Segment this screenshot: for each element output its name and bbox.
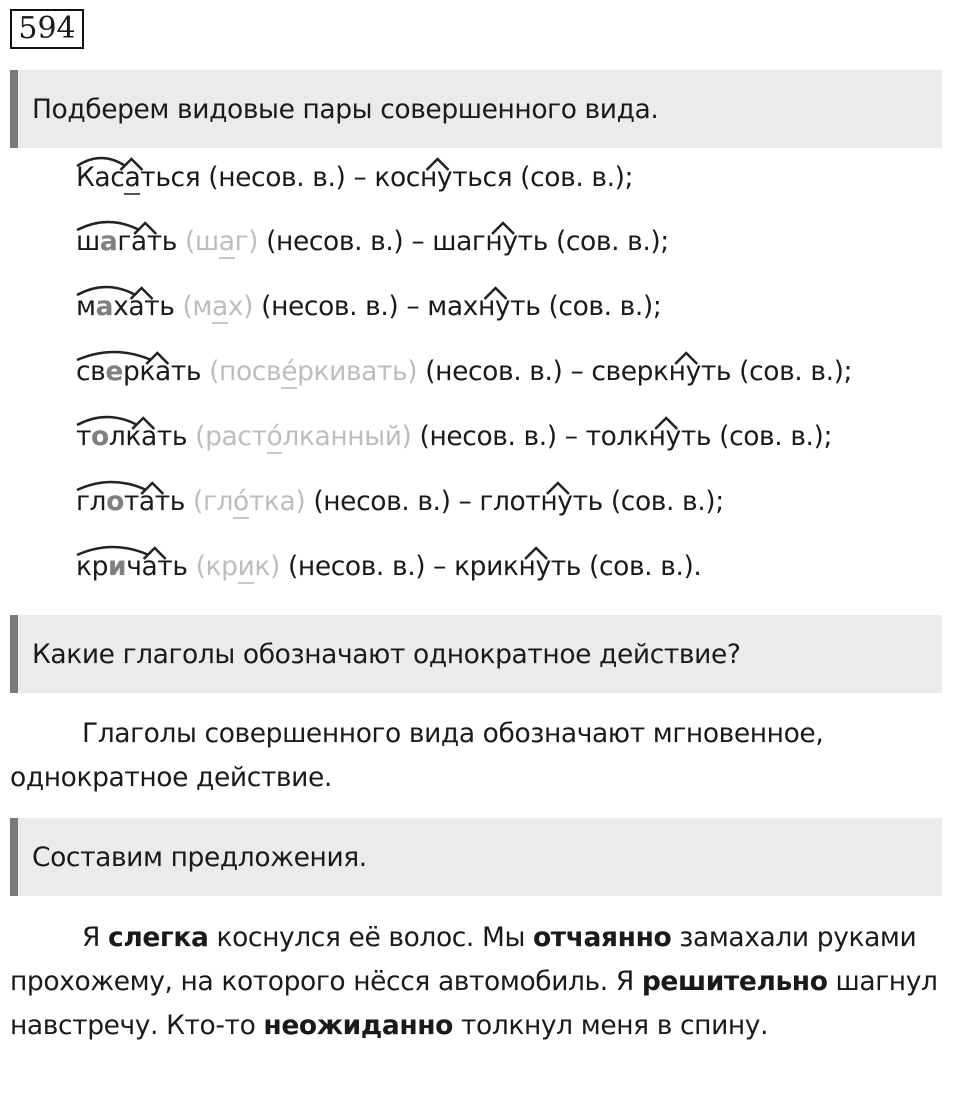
- verb-part: т: [76, 421, 92, 452]
- verb-part: ть: [572, 486, 603, 517]
- verb-pair-row: [76, 356, 852, 387]
- check-word-part: (м: [174, 291, 213, 322]
- morpheme-marks: [76, 220, 669, 260]
- morpheme-marks: [76, 480, 724, 520]
- perfective-suffix-caret: [525, 548, 547, 559]
- perfective-suffix-caret: [675, 353, 697, 364]
- verb-part: чать: [126, 551, 188, 582]
- verb-part: хать: [113, 291, 175, 322]
- emphasized-adverb: слегка: [108, 922, 209, 953]
- verb-part: с: [110, 162, 125, 193]
- emphasized-adverb: неожиданно: [263, 1010, 453, 1041]
- checked-vowel: и: [108, 551, 127, 582]
- verb-part: м: [76, 291, 96, 322]
- sentence-text: замахали руками прохожему, на которого нёсся автомобиль. Я: [10, 922, 917, 997]
- verb-part: ш: [76, 226, 100, 257]
- check-word-part: ркивать): [297, 356, 418, 387]
- task-number: 594: [10, 9, 84, 49]
- root-arc: [77, 287, 136, 295]
- verb-part: ться: [140, 162, 201, 193]
- sentences-paragraph: [10, 916, 950, 1048]
- verb-part: ться: [452, 162, 513, 193]
- verb-part: тать: [123, 486, 186, 517]
- perfective-suffix-caret: [485, 288, 507, 299]
- check-word-part: х): [227, 291, 254, 322]
- aspect-label-perfective: (сов. в.);: [711, 421, 833, 452]
- aspect-label-perfective: (сов. в.);: [512, 162, 634, 193]
- root-arc: [77, 417, 137, 425]
- verb-part: Ка: [76, 162, 111, 193]
- verb-part: св: [76, 356, 106, 387]
- aspect-label-perfective: (сов. в.);: [547, 226, 669, 257]
- suffix-nu: у: [494, 291, 511, 322]
- verb-part: лкать: [108, 421, 188, 452]
- verb-part: кр: [76, 551, 109, 582]
- pairs-header: [10, 70, 942, 148]
- answer-paragraph: [10, 712, 950, 800]
- suffix-nu: у: [557, 486, 573, 517]
- aspect-label-perfective: (сов. в.);: [731, 356, 853, 387]
- question-header-text: Какие глаголы обозначают однократное действие?: [32, 638, 741, 670]
- verb-part: ть: [510, 291, 541, 322]
- root-arc: [77, 222, 139, 230]
- verb-part: толкн: [585, 421, 666, 452]
- perfective-suffix-caret: [492, 223, 514, 234]
- check-word-part: к): [254, 551, 280, 582]
- verb-part: косн: [374, 162, 437, 193]
- check-word-part: г): [234, 226, 259, 257]
- verb-part: ть: [700, 356, 732, 387]
- aspect-label-imperfective: (несов. в.) –: [200, 162, 375, 193]
- verb-part: шагн: [432, 226, 503, 257]
- verb-part: ть: [680, 421, 712, 452]
- sentence-text: толкнул меня в спину.: [452, 1010, 769, 1041]
- answer-text: Глаголы совершенного вида обозначают мгновенное, однократное действие.: [10, 718, 824, 793]
- verb-pair-row: [76, 291, 661, 322]
- checked-vowel: о: [106, 486, 124, 517]
- checked-vowel: а: [95, 291, 114, 322]
- check-word-stressed: а: [212, 291, 228, 322]
- verb-pair-row: [76, 226, 669, 257]
- checked-vowel: о: [91, 421, 109, 452]
- aspect-label-perfective: (сов. в.);: [602, 486, 724, 517]
- morpheme-marks: [76, 156, 633, 196]
- perfective-suffix-caret: [655, 418, 677, 429]
- verb-part: ть: [517, 226, 548, 257]
- verb-part: ть: [550, 551, 582, 582]
- sentence-text: шагнул навстречу. Кто-то: [10, 966, 938, 1041]
- question-header: [10, 615, 942, 693]
- aspect-label-perfective: (сов. в.);: [540, 291, 662, 322]
- verb-pair-row: [76, 486, 724, 517]
- check-word-stressed: и: [237, 551, 255, 582]
- check-word-part: (ш: [176, 226, 219, 257]
- aspect-label-imperfective: (несов. в.) –: [305, 486, 480, 517]
- morpheme-marks: [76, 350, 852, 390]
- root-arc: [77, 547, 149, 555]
- sentences-header: [10, 818, 942, 896]
- suffix-nu: у: [502, 226, 518, 257]
- check-word-part: (посв: [201, 356, 282, 387]
- stressed-vowel-underlined: а: [124, 162, 141, 193]
- check-word-part: (раст: [187, 421, 267, 452]
- verb-part: сверкн: [591, 356, 686, 387]
- check-word-stressed: é: [281, 356, 298, 387]
- verb-part: глотн: [479, 486, 558, 517]
- sentences-header-text: Составим предложения.: [32, 841, 367, 873]
- checked-vowel: е: [105, 356, 123, 387]
- emphasized-adverb: решительно: [641, 966, 828, 997]
- verb-pair-row: [76, 421, 832, 452]
- aspect-label-perfective: (сов. в.).: [581, 551, 702, 582]
- aspect-label-imperfective: (несов. в.) –: [417, 356, 592, 387]
- root-arc: [77, 352, 151, 360]
- check-word-part: (гл: [185, 486, 234, 517]
- verb-part: ркать: [122, 356, 202, 387]
- perfective-suffix-caret: [547, 483, 569, 494]
- pairs-header-text: Подберем видовые пары совершенного вида.: [32, 93, 659, 125]
- checked-vowel: а: [99, 226, 118, 257]
- aspect-label-imperfective: (несов. в.) –: [279, 551, 455, 582]
- verb-part: махн: [427, 291, 495, 322]
- aspect-label-imperfective: (несов. в.) –: [258, 226, 433, 257]
- check-word-part: (кр: [187, 551, 238, 582]
- suffix-nu: у: [436, 162, 453, 193]
- aspect-label-imperfective: (несов. в.) –: [411, 421, 586, 452]
- verb-part: гл: [76, 486, 107, 517]
- check-word-stressed: а: [218, 226, 235, 257]
- aspect-label-imperfective: (несов. в.) –: [253, 291, 428, 322]
- verb-part: крикн: [454, 551, 536, 582]
- root-arc: [77, 158, 125, 166]
- emphasized-adverb: отчаянно: [533, 922, 672, 953]
- morpheme-marks: [76, 545, 701, 585]
- verb-part: гать: [117, 226, 177, 257]
- check-word-part: лканный): [282, 421, 412, 452]
- morpheme-marks: [76, 415, 832, 455]
- check-word-part: тка): [248, 486, 306, 517]
- check-word-stressed: ó: [233, 486, 249, 517]
- check-word-stressed: ó: [266, 421, 283, 452]
- sentence-text: коснулся её волос. Мы: [208, 922, 533, 953]
- sentence-text: Я: [82, 922, 109, 953]
- perfective-suffix-caret: [427, 159, 449, 170]
- root-arc: [77, 482, 146, 490]
- morpheme-marks: [76, 285, 661, 325]
- verb-pair-row: [76, 162, 633, 193]
- suffix-nu: у: [665, 421, 681, 452]
- suffix-nu: у: [685, 356, 701, 387]
- verb-pair-row: [76, 551, 701, 582]
- suffix-nu: у: [535, 551, 551, 582]
